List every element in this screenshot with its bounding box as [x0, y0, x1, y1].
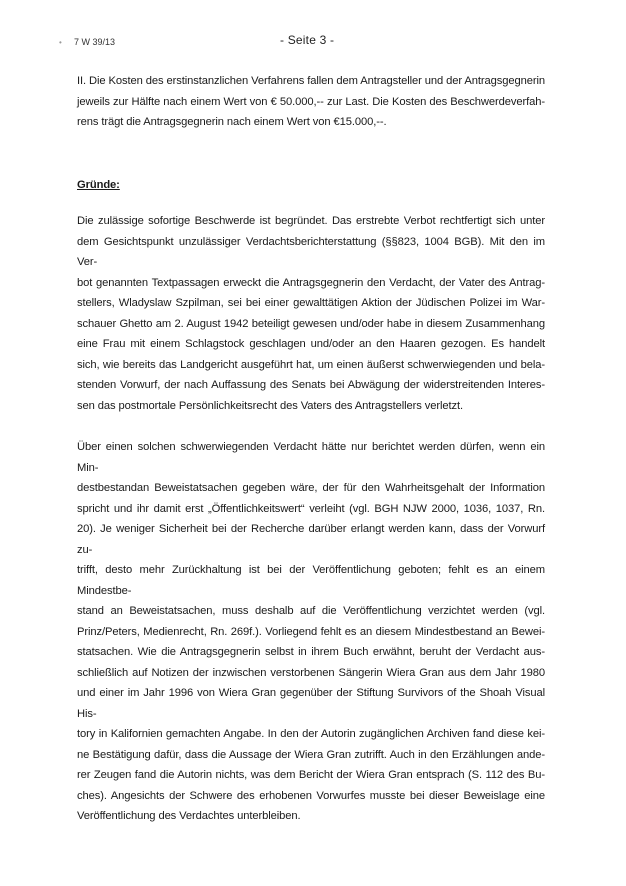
reasons-paragraph-1: [77, 211, 545, 416]
text-line: stenden Vorwurf, der nach Auffassung des Senats bei Abwägung der widerstreitenden Interes-: [77, 379, 545, 391]
text-line: jeweils zur Hälfte nach einem Wert von € 50.000,-- zur Last. Die Kosten des Beschwerdeverfah-: [77, 95, 545, 108]
text-line: eine Frau mit einem Schlagstock geschlagen und/oder an den Haaren gezogen. Es handelt: [77, 338, 545, 350]
text-line: bot genannten Textpassagen erweckt die Antragsgegnerin den Verdacht, der Vater des Antrag-: [77, 276, 545, 289]
text-line: Prinz/Peters, Medienrecht, Rn. 269f.). Vorliegend fehlt es an diesem Mindestbestand an Bewei-: [77, 625, 545, 638]
page-number: - Seite 3 -: [280, 33, 335, 47]
file-reference: 7 W 39/13: [74, 37, 116, 47]
cost-decision-paragraph: [77, 71, 545, 133]
text-line: rer Zeugen fand die Autorin nichts, was dem Bericht der Wiera Gran entsprach (S. 112 des Bu-: [77, 769, 545, 781]
text-line: statsachen. Wie die Antragsgegnerin selbst in ihrem Buch erwähnt, beruht der Verdacht aus-: [77, 646, 545, 658]
text-line: spricht und ihr damit erst „Öffentlichkeitswert“ verleiht (vgl. BGH NJW 2000, 1036, 1037, Rn.: [77, 502, 545, 515]
text-line: tory in Kalifornien gemachten Angabe. In den der Autorin zugänglichen Archiven fand diese kei-: [77, 728, 545, 740]
text-line: schauer Ghetto am 2. August 1942 beteiligt gewesen und/oder habe in diesem Zusammenhang: [77, 317, 545, 330]
text-line: sich, wie bereits das Landgericht ausgeführt hat, um einen äußerst schwerwiegenden und bela-: [77, 358, 545, 371]
text-line: 20). Je weniger Sicherheit bei der Recherche darüber erlangt werden kann, dass der Vorwurf zu-: [77, 523, 545, 556]
text-line: II. Die Kosten des erstinstanzlichen Verfahrens fallen dem Antragsteller und der Antragsgegnerin: [77, 75, 546, 87]
margin-mark: •: [59, 38, 62, 47]
text-line: ne Bestätigung dafür, dass die Aussage der Wiera Gran zutrifft. Auch in den Erzählungen ande-: [77, 748, 545, 761]
text-line: trifft, desto mehr Zurückhaltung ist bei der Veröffentlichung geboten; fehlt es an einem Mindestbe-: [77, 564, 545, 597]
document-body: [77, 71, 545, 827]
section-heading: Gründe:: [77, 178, 120, 191]
text-line: sen das postmortale Persönlichkeitsrecht des Vaters des Antragstellers verletzt.: [77, 399, 464, 412]
reasons-paragraph-2: [77, 437, 545, 827]
text-line: Veröffentlichung des Verdachtes unterbleiben.: [77, 810, 301, 822]
text-line: dem Gesichtspunkt unzulässiger Verdachtsberichterstattung (§§823, 1004 BGB). Mit den im Ver-: [77, 235, 545, 268]
text-line: destbestandan Beweistatsachen gegeben wäre, der für den Wahrheitsgehalt der Information: [77, 482, 545, 494]
text-line: stand an Beweistatsachen, muss deshalb auf die Veröffentlichung verzichtet werden (vgl.: [77, 605, 545, 617]
text-line: schließlich auf Notizen der inzwischen verstorbenen Sängerin Wiera Gran aus dem Jahr 1980: [77, 666, 545, 679]
text-line: ches). Angesichts der Schwere des erhobenen Vorwurfes musste bei dieser Beweislage eine: [77, 789, 545, 802]
text-line: und einer im Jahr 1996 von Wiera Gran gegenüber der Stiftung Survivors of the Shoah Visual His-: [77, 687, 545, 720]
text-line: Über einen solchen schwerwiegenden Verdacht hätte nur berichtet werden dürfen, wenn ein Min-: [77, 441, 545, 474]
text-line: rens trägt die Antragsgegnerin nach einem Wert von €15.000,--.: [77, 116, 387, 128]
text-line: stellers, Wladyslaw Szpilman, sei bei einer gewalttätigen Aktion der Jüdischen Polizei im War-: [77, 297, 545, 309]
text-line: Die zulässige sofortige Beschwerde ist begründet. Das erstrebte Verbot rechtfertigt sich unter: [77, 215, 545, 227]
